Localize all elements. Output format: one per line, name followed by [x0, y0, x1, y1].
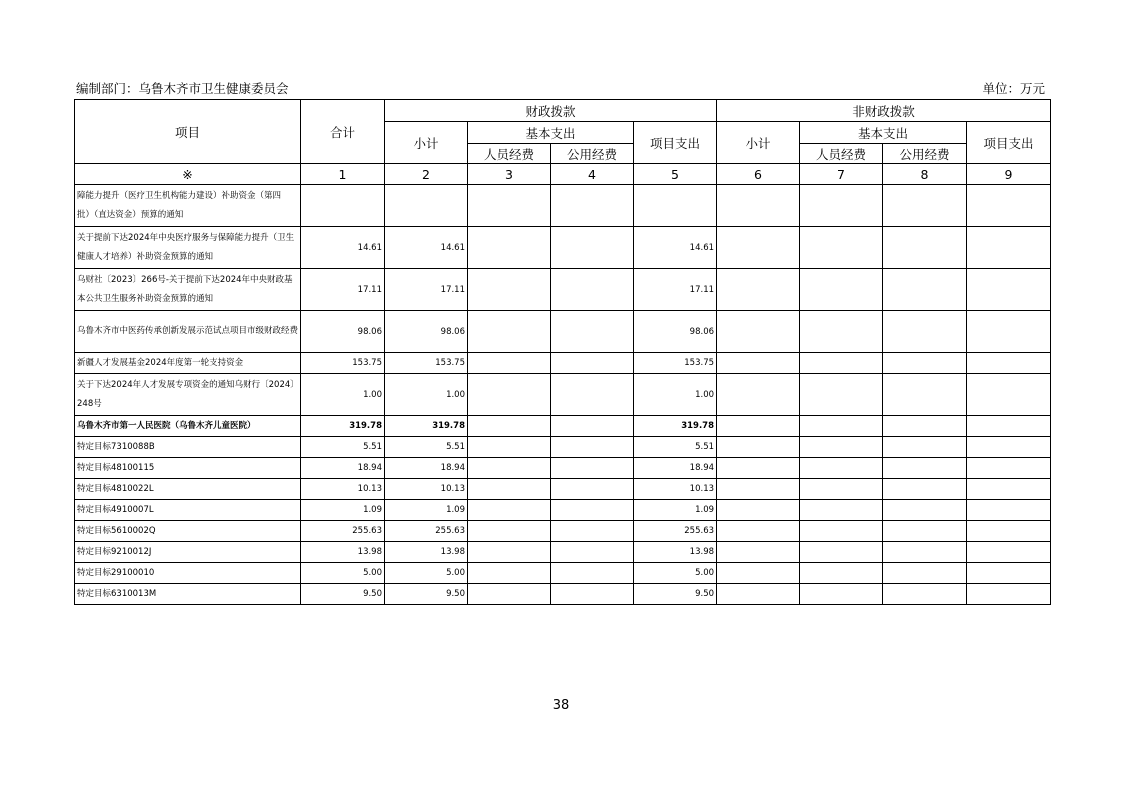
row-project-name: 特定目标9210012J [75, 542, 301, 563]
row-value-cell: 18.94 [385, 458, 468, 479]
row-value-cell [551, 353, 634, 374]
row-value-cell [551, 584, 634, 605]
table-body [75, 100, 1051, 605]
col-number: 4 [551, 164, 634, 185]
row-value-cell: 17.11 [634, 269, 717, 311]
row-value-cell: 153.75 [385, 353, 468, 374]
row-value-cell [800, 542, 883, 563]
row-value-cell [883, 458, 967, 479]
col-number: 2 [385, 164, 468, 185]
header-nonfiscal-public: 公用经费 [883, 144, 967, 164]
row-value-cell [967, 374, 1051, 416]
row-value-cell [883, 227, 967, 269]
header-fiscal-subtotal: 小计 [385, 122, 468, 164]
row-project-name: 乌鲁木齐市中医药传承创新发展示范试点项目市级财政经费 [75, 311, 301, 353]
header-fiscal: 财政拨款 [385, 100, 717, 122]
table-row [75, 437, 1051, 458]
row-value-cell [883, 584, 967, 605]
row-value-cell [967, 437, 1051, 458]
row-value-cell: 1.09 [301, 500, 385, 521]
row-project-name: 障能力提升（医疗卫生机构能力建设）补助资金（第四批）（直达资金）预算的通知 [75, 185, 301, 227]
row-value-cell: 14.61 [301, 227, 385, 269]
table-row [75, 542, 1051, 563]
col-number: 3 [468, 164, 551, 185]
row-value-cell [967, 584, 1051, 605]
header-total: 合计 [301, 100, 385, 164]
table-row [75, 584, 1051, 605]
table-row [75, 227, 1051, 269]
row-value-cell: 13.98 [301, 542, 385, 563]
row-value-cell: 319.78 [301, 416, 385, 437]
row-value-cell [800, 500, 883, 521]
row-value-cell [468, 584, 551, 605]
row-value-cell: 98.06 [301, 311, 385, 353]
row-value-cell [800, 311, 883, 353]
row-value-cell [967, 479, 1051, 500]
header-nonfiscal-personnel: 人员经费 [800, 144, 883, 164]
row-value-cell: 5.51 [634, 437, 717, 458]
department-label: 编制部门：乌鲁木齐市卫生健康委员会 [76, 81, 289, 96]
row-value-cell: 10.13 [634, 479, 717, 500]
row-project-name: 特定目标6310013M [75, 584, 301, 605]
row-value-cell: 18.94 [634, 458, 717, 479]
row-value-cell [717, 374, 800, 416]
row-value-cell: 14.61 [385, 227, 468, 269]
row-value-cell: 1.00 [634, 374, 717, 416]
row-value-cell [967, 521, 1051, 542]
row-value-cell [468, 269, 551, 311]
row-value-cell: 98.06 [634, 311, 717, 353]
row-value-cell: 1.09 [385, 500, 468, 521]
table-row [75, 416, 1051, 437]
table-row [75, 374, 1051, 416]
row-value-cell [967, 269, 1051, 311]
row-value-cell [551, 185, 634, 227]
row-value-cell [468, 500, 551, 521]
row-value-cell [883, 269, 967, 311]
row-project-name: 特定目标5610002Q [75, 521, 301, 542]
row-value-cell [551, 269, 634, 311]
col-number: 6 [717, 164, 800, 185]
row-value-cell [717, 584, 800, 605]
row-value-cell [468, 185, 551, 227]
table-row [75, 353, 1051, 374]
row-value-cell: 98.06 [385, 311, 468, 353]
row-value-cell [883, 374, 967, 416]
row-value-cell: 1.00 [385, 374, 468, 416]
row-value-cell [717, 479, 800, 500]
row-value-cell [800, 374, 883, 416]
row-value-cell [717, 185, 800, 227]
col-number: 9 [967, 164, 1051, 185]
row-value-cell: 319.78 [385, 416, 468, 437]
budget-table [74, 99, 1051, 605]
header-nonfiscal-project: 项目支出 [967, 122, 1051, 164]
row-value-cell: 255.63 [301, 521, 385, 542]
row-project-name: 特定目标7310088B [75, 437, 301, 458]
table-row [75, 269, 1051, 311]
row-project-name: 新疆人才发展基金2024年度第一轮支持资金 [75, 353, 301, 374]
column-number-row [75, 164, 1051, 185]
header-nonfiscal: 非财政拨款 [717, 100, 1051, 122]
row-value-cell [883, 437, 967, 458]
header-fiscal-basic: 基本支出 [468, 122, 634, 144]
row-value-cell [468, 416, 551, 437]
row-value-cell: 153.75 [634, 353, 717, 374]
row-value-cell [717, 437, 800, 458]
row-value-cell [800, 416, 883, 437]
row-value-cell: 17.11 [385, 269, 468, 311]
row-value-cell [468, 227, 551, 269]
header-project: 项目 [75, 100, 301, 164]
row-value-cell [967, 563, 1051, 584]
row-project-name: 关于提前下达2024年中央医疗服务与保障能力提升（卫生健康人才培养）补助资金预算的通知 [75, 227, 301, 269]
row-value-cell [967, 185, 1051, 227]
row-value-cell [551, 437, 634, 458]
row-value-cell [551, 521, 634, 542]
row-value-cell [468, 311, 551, 353]
row-value-cell [800, 521, 883, 542]
table-row [75, 185, 1051, 227]
table-row [75, 311, 1051, 353]
table-row [75, 563, 1051, 584]
row-value-cell [717, 563, 800, 584]
row-value-cell [883, 311, 967, 353]
row-value-cell: 5.00 [301, 563, 385, 584]
row-value-cell [800, 437, 883, 458]
row-value-cell [967, 353, 1051, 374]
row-value-cell: 10.13 [301, 479, 385, 500]
row-value-cell: 5.51 [301, 437, 385, 458]
row-value-cell [967, 542, 1051, 563]
row-project-name: 特定目标4810022L [75, 479, 301, 500]
row-project-name: 特定目标4910007L [75, 500, 301, 521]
row-project-name: 特定目标48100115 [75, 458, 301, 479]
row-value-cell: 5.51 [385, 437, 468, 458]
row-value-cell [967, 500, 1051, 521]
row-value-cell [717, 227, 800, 269]
row-value-cell: 153.75 [301, 353, 385, 374]
row-value-cell [551, 458, 634, 479]
row-project-name: 乌财社〔2023〕266号-关于提前下达2024年中央财政基本公共卫生服务补助资金预算的通知 [75, 269, 301, 311]
unit-label: 单位：万元 [982, 81, 1045, 96]
row-value-cell [883, 500, 967, 521]
row-value-cell [717, 416, 800, 437]
row-value-cell: 10.13 [385, 479, 468, 500]
row-value-cell: 9.50 [634, 584, 717, 605]
row-value-cell [800, 458, 883, 479]
row-value-cell: 17.11 [301, 269, 385, 311]
row-value-cell: 13.98 [385, 542, 468, 563]
row-value-cell [385, 185, 468, 227]
header-fiscal-project: 项目支出 [634, 122, 717, 164]
row-value-cell [800, 269, 883, 311]
row-value-cell [551, 311, 634, 353]
row-value-cell [468, 374, 551, 416]
row-value-cell [717, 269, 800, 311]
marker-cell: ※ [75, 164, 301, 185]
row-project-name: 关于下达2024年人才发展专项资金的通知乌财行〔2024〕248号 [75, 374, 301, 416]
row-value-cell: 5.00 [385, 563, 468, 584]
row-value-cell [717, 500, 800, 521]
row-value-cell [800, 353, 883, 374]
row-value-cell: 13.98 [634, 542, 717, 563]
header-row-1 [75, 100, 1051, 122]
row-value-cell: 319.78 [634, 416, 717, 437]
row-value-cell [468, 563, 551, 584]
row-value-cell [883, 185, 967, 227]
row-value-cell [551, 500, 634, 521]
row-value-cell [800, 185, 883, 227]
row-value-cell: 255.63 [634, 521, 717, 542]
row-value-cell [634, 185, 717, 227]
row-value-cell: 5.00 [634, 563, 717, 584]
row-value-cell [717, 311, 800, 353]
row-value-cell [717, 458, 800, 479]
table-row [75, 458, 1051, 479]
row-value-cell [883, 479, 967, 500]
page-number: 38 [552, 698, 570, 713]
row-value-cell [551, 227, 634, 269]
row-project-name: 特定目标29100010 [75, 563, 301, 584]
row-project-name: 乌鲁木齐市第一人民医院（乌鲁木齐儿童医院） [75, 416, 301, 437]
row-value-cell [967, 458, 1051, 479]
header-nonfiscal-subtotal: 小计 [717, 122, 800, 164]
row-value-cell [800, 563, 883, 584]
row-value-cell: 255.63 [385, 521, 468, 542]
col-number: 7 [800, 164, 883, 185]
col-number: 5 [634, 164, 717, 185]
row-value-cell [883, 542, 967, 563]
row-value-cell [967, 311, 1051, 353]
row-value-cell [551, 374, 634, 416]
header-fiscal-personnel: 人员经费 [468, 144, 551, 164]
row-value-cell [468, 353, 551, 374]
row-value-cell [800, 227, 883, 269]
col-number: 8 [883, 164, 967, 185]
row-value-cell: 9.50 [385, 584, 468, 605]
row-value-cell [468, 479, 551, 500]
table-row [75, 479, 1051, 500]
row-value-cell [883, 521, 967, 542]
row-value-cell [468, 521, 551, 542]
row-value-cell [717, 353, 800, 374]
row-value-cell [717, 521, 800, 542]
row-value-cell [551, 479, 634, 500]
row-value-cell: 1.00 [301, 374, 385, 416]
row-value-cell [800, 479, 883, 500]
row-value-cell [967, 227, 1051, 269]
header-nonfiscal-basic: 基本支出 [800, 122, 967, 144]
row-value-cell: 9.50 [301, 584, 385, 605]
row-value-cell [883, 416, 967, 437]
row-value-cell [468, 437, 551, 458]
row-value-cell: 14.61 [634, 227, 717, 269]
row-value-cell [883, 563, 967, 584]
row-value-cell: 1.09 [634, 500, 717, 521]
row-value-cell [883, 353, 967, 374]
row-value-cell [800, 584, 883, 605]
row-value-cell [468, 458, 551, 479]
row-value-cell [551, 416, 634, 437]
table-row [75, 500, 1051, 521]
header-fiscal-public: 公用经费 [551, 144, 634, 164]
row-value-cell [717, 542, 800, 563]
row-value-cell: 18.94 [301, 458, 385, 479]
row-value-cell [551, 542, 634, 563]
row-value-cell [301, 185, 385, 227]
row-value-cell [551, 563, 634, 584]
table-row [75, 521, 1051, 542]
row-value-cell [468, 542, 551, 563]
col-number: 1 [301, 164, 385, 185]
row-value-cell [967, 416, 1051, 437]
